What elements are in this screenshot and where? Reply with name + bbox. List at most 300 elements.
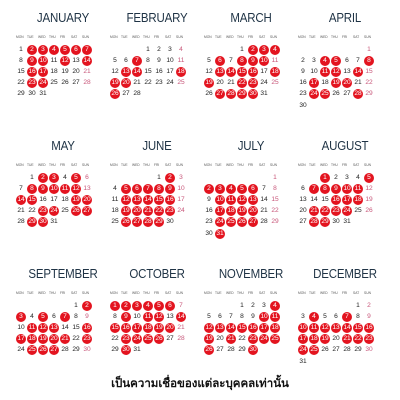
empty-cell <box>60 217 70 227</box>
weekday-label: MON <box>16 163 24 167</box>
year-calendar <box>16 6 392 390</box>
marked-day: 17 <box>216 207 224 215</box>
empty-cell <box>60 89 70 99</box>
weekday-label: WED <box>320 163 328 167</box>
empty-cell <box>38 301 48 311</box>
day-cell: 8 <box>356 312 360 320</box>
empty-cell <box>309 301 319 311</box>
empty-cell <box>270 229 280 239</box>
marked-day: 12 <box>205 323 213 331</box>
day-cell: 20 <box>216 335 224 343</box>
day-cell: 31 <box>343 218 351 226</box>
marked-day: 29 <box>155 218 163 226</box>
marked-day: 6 <box>215 56 225 66</box>
day-cell: 7 <box>229 56 233 64</box>
day-cell: 4 <box>356 173 360 181</box>
marked-day: 17 <box>310 79 318 87</box>
marked-day: 6 <box>71 45 81 55</box>
day-cell: 28 <box>177 335 185 343</box>
weekday-header <box>204 286 298 300</box>
marked-day: 5 <box>331 56 341 66</box>
day-cell: 10 <box>17 323 25 331</box>
weekday-label: SUN <box>270 35 277 39</box>
marked-day: 19 <box>39 335 47 343</box>
empty-cell <box>60 301 70 311</box>
marked-day: 16 <box>249 67 257 75</box>
marked-day: 12 <box>72 184 80 192</box>
day-cell: 16 <box>299 79 307 87</box>
empty-cell <box>270 89 280 99</box>
marked-day: 26 <box>72 207 80 215</box>
marked-day: 11 <box>321 67 329 75</box>
month-title: DECEMBER <box>313 267 377 281</box>
week-row <box>204 334 298 345</box>
marked-day: 8 <box>364 56 374 66</box>
marked-day: 7 <box>143 184 153 194</box>
day-cell: 30 <box>332 218 340 226</box>
empty-cell <box>342 357 352 367</box>
marked-day: 16 <box>83 323 91 331</box>
empty-cell <box>226 229 236 239</box>
empty-cell <box>298 301 308 311</box>
empty-cell <box>237 229 247 239</box>
empty-cell <box>259 229 269 239</box>
day-cell: 1 <box>74 301 78 309</box>
day-cell: 11 <box>177 56 185 64</box>
day-cell: 21 <box>260 207 268 215</box>
day-cell: 28 <box>260 218 268 226</box>
marked-day: 30 <box>249 346 257 354</box>
weekday-label: TUE <box>121 163 128 167</box>
week-row <box>16 172 110 183</box>
marked-day: 14 <box>133 67 141 75</box>
marked-day: 14 <box>177 312 185 320</box>
week-row <box>16 183 110 194</box>
empty-cell <box>132 173 142 183</box>
marked-day: 10 <box>343 184 351 192</box>
week-row <box>298 55 392 66</box>
day-cell: 18 <box>61 195 69 203</box>
weekday-label: THU <box>331 163 338 167</box>
marked-day: 18 <box>227 207 235 215</box>
day-cell: 30 <box>83 346 91 354</box>
week-row <box>204 78 298 89</box>
week-row <box>204 172 298 183</box>
weekday-label: MON <box>298 35 306 39</box>
marked-day: 24 <box>299 346 307 354</box>
marked-day: 28 <box>227 90 235 98</box>
week-row <box>204 66 298 77</box>
marked-day: 14 <box>343 323 351 331</box>
day-cell: 27 <box>332 346 340 354</box>
marked-day: 27 <box>216 90 224 98</box>
week-row <box>16 217 110 228</box>
day-cell: 13 <box>72 56 80 64</box>
marked-day: 20 <box>122 79 130 87</box>
weekday-label: WED <box>226 35 234 39</box>
week-row <box>204 44 298 55</box>
weekday-header <box>204 158 298 172</box>
day-cell: 10 <box>133 312 141 320</box>
week-row <box>110 194 204 205</box>
weekday-label: SAT <box>165 163 172 167</box>
empty-cell <box>309 357 319 367</box>
day-cell: 15 <box>17 67 25 75</box>
marked-day: 3 <box>49 173 59 183</box>
day-cell: 26 <box>332 90 340 98</box>
day-cell: 20 <box>299 207 307 215</box>
empty-cell <box>331 357 341 367</box>
day-cell: 14 <box>61 323 69 331</box>
marked-day: 13 <box>249 195 257 203</box>
marked-day: 11 <box>271 312 279 320</box>
marked-day: 20 <box>166 323 174 331</box>
marked-day: 27 <box>50 346 58 354</box>
day-cell: 30 <box>299 101 307 109</box>
day-cell: 7 <box>356 56 360 64</box>
day-cell: 4 <box>30 312 34 320</box>
day-cell: 8 <box>273 184 277 192</box>
day-cell: 5 <box>113 56 117 64</box>
month-january <box>16 6 110 134</box>
day-cell: 10 <box>310 67 318 75</box>
day-cell: 23 <box>299 90 307 98</box>
marked-day: 14 <box>227 67 235 75</box>
weekday-label: TUE <box>215 291 222 295</box>
marked-day: 22 <box>321 207 329 215</box>
empty-cell <box>331 301 341 311</box>
marked-day: 21 <box>310 207 318 215</box>
day-cell: 22 <box>72 335 80 343</box>
day-cell: 1 <box>356 301 360 309</box>
marked-day: 29 <box>238 90 246 98</box>
week-row <box>204 311 298 322</box>
month-december <box>298 262 392 390</box>
empty-cell <box>71 217 81 227</box>
month-july <box>204 134 298 262</box>
empty-cell <box>320 301 330 311</box>
empty-cell <box>143 89 153 99</box>
marked-day: 24 <box>343 207 351 215</box>
week-row <box>110 55 204 66</box>
month-title: FEBRUARY <box>126 11 188 25</box>
day-cell: 8 <box>113 312 117 320</box>
marked-day: 5 <box>154 301 164 311</box>
marked-day: 11 <box>144 312 152 320</box>
day-cell: 26 <box>365 207 373 215</box>
marked-day: 3 <box>215 184 225 194</box>
day-cell: 1 <box>273 173 277 181</box>
day-cell: 31 <box>299 357 307 365</box>
marked-day: 9 <box>248 56 258 66</box>
empty-cell <box>353 101 363 111</box>
day-cell: 27 <box>122 90 130 98</box>
week-row <box>110 345 204 356</box>
marked-day: 2 <box>38 173 48 183</box>
marked-day: 3 <box>38 45 48 55</box>
day-cell: 1 <box>146 45 150 53</box>
weekday-label: WED <box>38 163 46 167</box>
empty-cell <box>248 229 258 239</box>
empty-cell <box>49 89 59 99</box>
weekday-label: MON <box>110 291 118 295</box>
marked-day: 26 <box>238 218 246 226</box>
marked-day: 24 <box>133 335 141 343</box>
empty-cell <box>320 357 330 367</box>
day-cell: 27 <box>343 90 351 98</box>
weekday-header <box>16 158 110 172</box>
day-cell: 19 <box>61 67 69 75</box>
day-cell: 18 <box>321 79 329 87</box>
marked-day: 16 <box>332 195 340 203</box>
day-cell: 29 <box>111 346 119 354</box>
weekday-label: TUE <box>27 163 34 167</box>
marked-day: 4 <box>143 301 153 311</box>
marked-day: 30 <box>122 346 130 354</box>
marked-day: 23 <box>332 207 340 215</box>
week-row <box>298 100 392 111</box>
weekday-label: SAT <box>165 291 172 295</box>
month-title: OCTOBER <box>129 267 185 281</box>
weekday-header <box>110 30 204 44</box>
month-november <box>204 262 298 390</box>
day-cell: 23 <box>205 218 213 226</box>
marked-day: 10 <box>216 195 224 203</box>
weekday-label: TUE <box>309 35 316 39</box>
empty-cell <box>82 217 92 227</box>
weekday-label: SUN <box>270 291 277 295</box>
weekday-label: THU <box>49 163 56 167</box>
week-row <box>110 300 204 311</box>
weekday-label: SAT <box>165 35 172 39</box>
day-cell: 15 <box>321 195 329 203</box>
day-cell: 8 <box>74 312 78 320</box>
day-cell: 20 <box>72 67 80 75</box>
marked-day: 13 <box>216 323 224 331</box>
empty-cell <box>320 101 330 111</box>
month-february <box>110 6 204 134</box>
empty-cell <box>16 301 26 311</box>
weekday-header <box>204 30 298 44</box>
day-cell: 7 <box>262 184 266 192</box>
marked-day: 17 <box>39 67 47 75</box>
marked-day: 10 <box>260 56 268 64</box>
marked-day: 4 <box>309 312 319 322</box>
weekday-label: TUE <box>215 35 222 39</box>
marked-day: 18 <box>271 67 279 75</box>
month-title: AUGUST <box>321 139 369 153</box>
week-row <box>16 194 110 205</box>
day-cell: 11 <box>50 56 58 64</box>
empty-cell <box>309 101 319 111</box>
marked-day: 28 <box>354 90 362 98</box>
weekday-label: MON <box>110 35 118 39</box>
marked-day: 25 <box>227 218 235 226</box>
empty-cell <box>259 345 269 355</box>
day-cell: 16 <box>205 207 213 215</box>
marked-day: 25 <box>28 346 36 354</box>
day-cell: 5 <box>323 312 327 320</box>
marked-day: 5 <box>38 312 48 322</box>
marked-day: 3 <box>132 301 142 311</box>
day-cell: 27 <box>72 79 80 87</box>
weekday-header <box>298 158 392 172</box>
marked-day: 4 <box>49 45 59 55</box>
marked-day: 14 <box>227 323 235 331</box>
day-cell: 8 <box>146 56 150 64</box>
weekday-label: WED <box>132 35 140 39</box>
empty-cell <box>331 45 341 55</box>
month-august <box>298 134 392 262</box>
marked-day: 8 <box>320 184 330 194</box>
month-title: APRIL <box>328 11 362 25</box>
day-cell: 30 <box>205 229 213 237</box>
weekday-label: MON <box>16 35 24 39</box>
marked-day: 6 <box>165 301 175 311</box>
empty-cell <box>342 301 352 311</box>
weekday-label: WED <box>38 291 46 295</box>
week-row <box>16 89 110 100</box>
marked-day: 20 <box>133 207 141 215</box>
day-cell: 9 <box>157 56 161 64</box>
marked-day: 1 <box>320 173 330 183</box>
week-row <box>110 66 204 77</box>
day-cell: 29 <box>17 90 25 98</box>
week-row <box>298 345 392 356</box>
day-cell: 24 <box>260 79 268 87</box>
empty-cell <box>110 45 120 55</box>
marked-day: 20 <box>343 79 351 87</box>
empty-cell <box>331 101 341 111</box>
day-cell: 13 <box>83 184 91 192</box>
empty-cell <box>154 345 164 355</box>
day-cell: 3 <box>179 173 183 181</box>
day-cell: 28 <box>343 346 351 354</box>
day-cell: 22 <box>144 79 152 87</box>
day-cell: 13 <box>343 67 351 75</box>
marked-day: 20 <box>249 207 257 215</box>
week-row <box>110 322 204 333</box>
week-row <box>298 300 392 311</box>
marked-day: 1 <box>110 301 120 311</box>
marked-day: 9 <box>165 184 175 194</box>
marked-day: 7 <box>82 45 92 55</box>
marked-day: 12 <box>155 312 163 320</box>
marked-day: 11 <box>227 195 235 203</box>
weekday-label: SAT <box>259 35 266 39</box>
marked-day: 18 <box>177 67 185 75</box>
weekday-label: THU <box>143 163 150 167</box>
day-cell: 2 <box>157 45 161 53</box>
empty-cell <box>143 345 153 355</box>
marked-day: 15 <box>238 323 246 331</box>
day-cell: 1 <box>240 301 244 309</box>
marked-day: 6 <box>248 184 258 194</box>
weekday-label: SAT <box>71 163 78 167</box>
week-row <box>110 78 204 89</box>
weekday-label: WED <box>132 291 140 295</box>
week-row <box>16 55 110 66</box>
day-cell: 17 <box>166 67 174 75</box>
weekday-label: MON <box>110 163 118 167</box>
marked-day: 23 <box>249 79 257 87</box>
empty-cell <box>215 301 225 311</box>
marked-day: 5 <box>71 173 81 183</box>
marked-day: 11 <box>61 184 69 192</box>
marked-day: 31 <box>216 229 224 237</box>
weekday-label: WED <box>132 163 140 167</box>
marked-day: 19 <box>122 207 130 215</box>
week-row <box>298 66 392 77</box>
empty-cell <box>309 173 319 183</box>
empty-cell <box>364 101 374 111</box>
marked-day: 9 <box>27 56 37 66</box>
marked-day: 18 <box>310 335 318 343</box>
day-cell: 9 <box>85 312 89 320</box>
marked-day: 25 <box>310 346 318 354</box>
day-cell: 1 <box>30 173 34 181</box>
marked-day: 21 <box>144 207 152 215</box>
week-row <box>298 172 392 183</box>
empty-cell <box>364 217 374 227</box>
empty-cell <box>226 301 236 311</box>
day-cell: 1 <box>157 173 161 181</box>
marked-day: 19 <box>155 323 163 331</box>
day-cell: 6 <box>85 173 89 181</box>
day-cell: 27 <box>299 218 307 226</box>
week-row <box>204 206 298 217</box>
weekday-label: FRI <box>60 163 66 167</box>
day-cell: 16 <box>155 67 163 75</box>
day-cell: 2 <box>301 56 305 64</box>
marked-day: 15 <box>155 195 163 203</box>
day-cell: 21 <box>227 79 235 87</box>
empty-cell <box>237 173 247 183</box>
day-cell: 17 <box>177 195 185 203</box>
empty-cell <box>121 45 131 55</box>
week-row <box>204 217 298 228</box>
day-cell: 29 <box>354 346 362 354</box>
marked-day: 24 <box>260 335 268 343</box>
day-cell: 29 <box>238 346 246 354</box>
day-cell: 7 <box>19 184 23 192</box>
day-cell: 16 <box>39 195 47 203</box>
marked-day: 22 <box>238 79 246 87</box>
month-may <box>16 134 110 262</box>
weekday-label: FRI <box>60 35 66 39</box>
month-june <box>110 134 204 262</box>
week-row <box>110 172 204 183</box>
week-row <box>16 206 110 217</box>
day-cell: 7 <box>179 301 183 309</box>
week-row <box>110 183 204 194</box>
weekday-header <box>298 30 392 44</box>
day-cell: 15 <box>144 67 152 75</box>
day-cell: 1 <box>19 45 23 53</box>
week-row <box>204 345 298 356</box>
marked-day: 17 <box>343 195 351 203</box>
day-cell: 29 <box>271 218 279 226</box>
marked-day: 27 <box>249 218 257 226</box>
empty-cell <box>353 45 363 55</box>
day-cell: 18 <box>111 207 119 215</box>
empty-cell <box>132 45 142 55</box>
weekday-label: SAT <box>259 163 266 167</box>
week-row <box>110 89 204 100</box>
weekday-header <box>16 30 110 44</box>
empty-cell <box>215 45 225 55</box>
marked-day: 16 <box>365 323 373 331</box>
